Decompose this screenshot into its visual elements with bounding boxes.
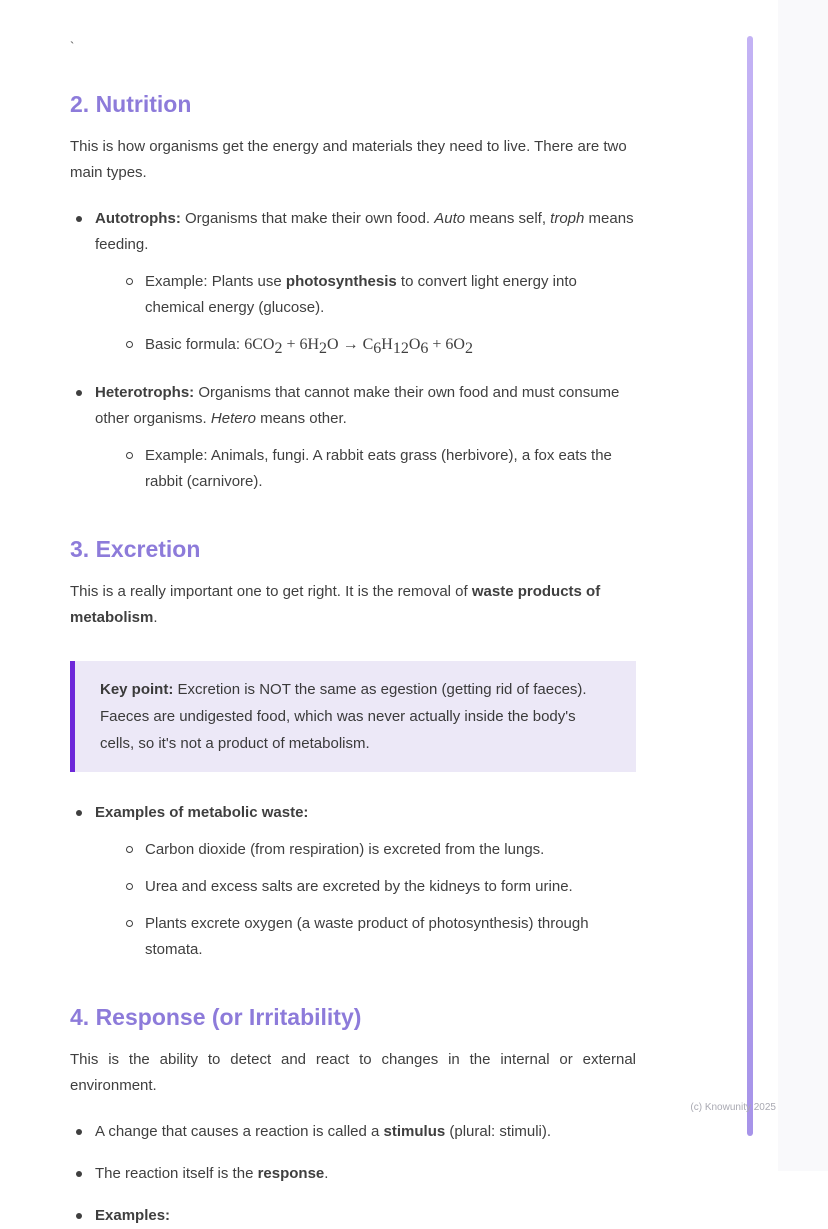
sub-bullet-oxygen-text: Plants excrete oxygen (a waste product of photosynthesis) through stomata. [145,915,589,958]
sub-bullet-oxygen [120,911,636,963]
sub-bullet-urea-text: Urea and excess salts are excreted by the kidneys to form urine. [145,878,573,895]
bullet-disc-marker [76,390,82,396]
bullet-metabolic-waste-text: Examples of metabolic waste: [95,804,309,821]
bullet-circle-marker [126,920,133,927]
watermark: (c) Knowunity 2025 [690,1102,776,1113]
bullet-disc-marker [76,216,82,222]
sub-bullet-formula-text: Basic formula: $6CO_2 + 6H_2O \to C_6H_{12}O_6 + 6O_2$ [145,336,473,357]
nutrition-bullet-list [70,206,636,495]
bullet-disc-marker [76,1171,82,1177]
nutrition-intro-paragraph: This is how organisms get the energy and materials they need to live. There are two main types. [70,138,627,181]
sub-bullet-co2 [120,837,636,863]
metabolic-waste-sublist [120,837,636,963]
bullet-examples [70,1203,636,1229]
bullet-autotrophs-text: Autotrophs: Organisms that make their own food. Auto means self, troph means feeding. [95,210,634,253]
bullet-autotrophs [70,206,636,358]
bullet-disc-marker [76,1213,82,1219]
bullet-circle-marker [126,452,133,459]
bullet-circle-marker [126,341,133,348]
excretion-bullet-list [70,800,636,963]
sub-bullet-urea [120,874,636,900]
bullet-circle-marker [126,278,133,285]
accent-stripe [747,36,753,1136]
section-heading-nutrition: 2. Nutrition [70,91,192,117]
bullet-stimulus-text: A change that causes a reaction is called a stimulus (plural: stimuli). [95,1123,552,1140]
bullet-disc-marker [76,810,82,816]
bullet-response-text: The reaction itself is the response. [95,1165,329,1182]
bullet-examples-text: Examples: [95,1207,171,1224]
heterotrophs-sublist [120,443,636,495]
key-point-callout [70,661,636,772]
sub-bullet-co2-text: Carbon dioxide (from respiration) is excreted from the lungs. [145,841,545,858]
bullet-heterotrophs [70,380,636,495]
key-point-text: Key point: Excretion is NOT the same as egestion (getting rid of faeces). Faeces are undigested food, which was never actually inside the body's cells, so it's not a product of metabolism. [100,681,587,752]
autotrophs-sublist [120,269,636,358]
sub-bullet-heterotrophs-example-text: Example: Animals, fungi. A rabbit eats grass (herbivore), a fox eats the rabbit (carnivore). [145,447,612,490]
sub-bullet-photosynthesis [120,269,636,321]
bullet-disc-marker [76,1129,82,1135]
page-right-gutter [778,0,828,1171]
bullet-circle-marker [126,883,133,890]
response-intro-paragraph: This is the ability to detect and react to changes in the internal or external environment. [70,1051,636,1094]
stray-character: ` [70,39,75,54]
bullet-response [70,1161,636,1187]
document-content [70,0,636,1229]
response-bullet-list [70,1119,636,1229]
bullet-metabolic-waste [70,800,636,963]
section-heading-excretion: 3. Excretion [70,536,201,562]
bullet-circle-marker [126,846,133,853]
bullet-heterotrophs-text: Heterotrophs: Organisms that cannot make their own food and must consume other organisms. Hetero means other. [95,384,620,427]
sub-bullet-formula [120,332,636,358]
section-heading-response: 4. Response (or Irritability) [70,1004,362,1030]
bullet-stimulus [70,1119,636,1145]
sub-bullet-photosynthesis-text: Example: Plants use photosynthesis to convert light energy into chemical energy (glucose). [145,273,577,316]
excretion-intro-paragraph: This is a really important one to get right. It is the removal of waste products of metabolism. [70,583,601,626]
sub-bullet-heterotrophs-example [120,443,636,495]
